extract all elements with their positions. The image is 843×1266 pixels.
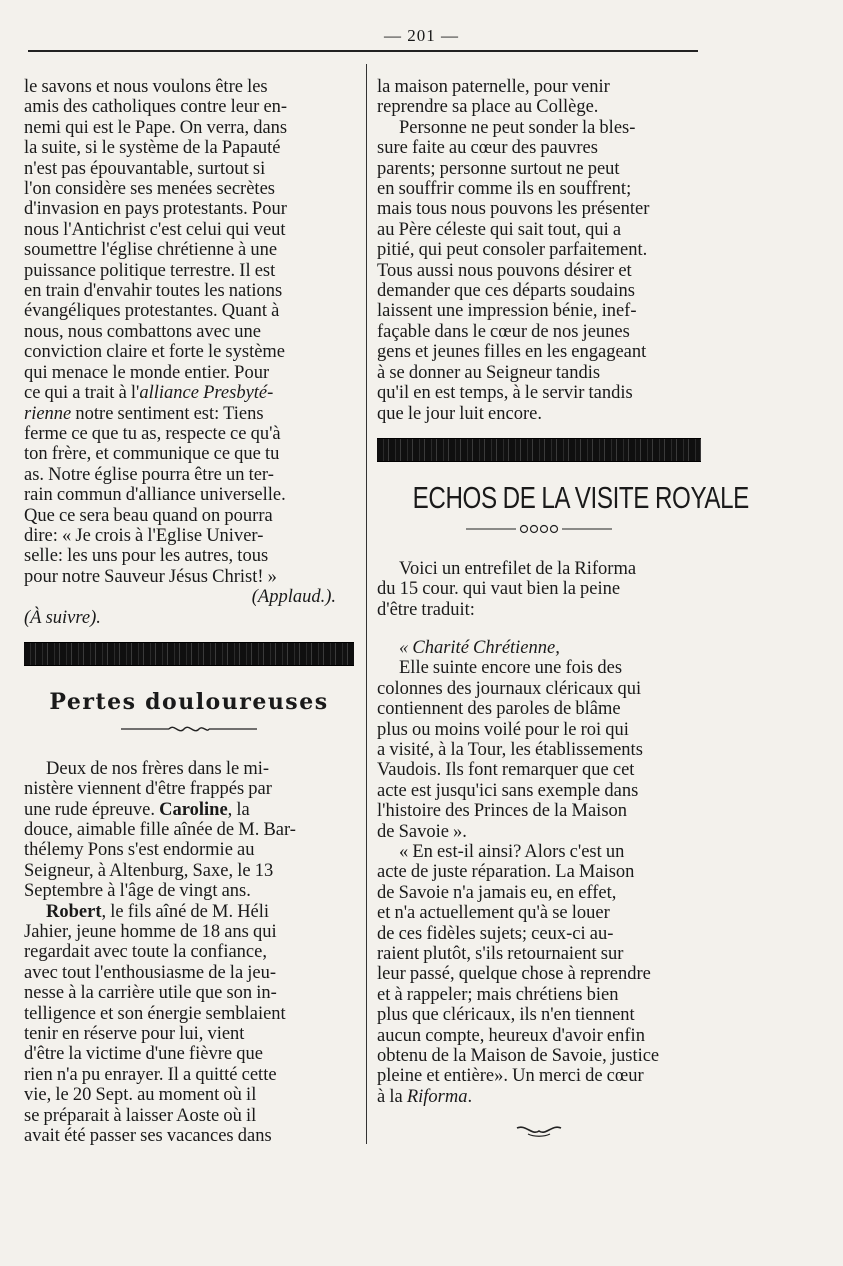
- text-line: avait été passer ses vacances dans: [24, 1126, 272, 1147]
- text-line: de ces fidèles sujets; ceux-ci au-: [377, 923, 614, 944]
- text-line: en train d'envahir toutes les nations: [24, 281, 283, 302]
- echos-quote-1: [377, 658, 701, 842]
- text-line: de Savoie ».: [377, 821, 467, 842]
- text-span: , la: [227, 799, 250, 820]
- text-line: acte est jusqu'ici sans exemple dans: [377, 780, 639, 801]
- text-line: as. Notre église pourra être un ter-: [24, 464, 274, 485]
- spacer: [377, 620, 701, 638]
- name-caroline: Caroline: [159, 799, 228, 820]
- section-title-pertes: Pertes douloureuses: [49, 688, 329, 715]
- left-paragraph-1: [24, 77, 354, 628]
- text-line: et à rappeler; mais chrétiens bien: [377, 984, 619, 1005]
- text-line: colonnes des journaux cléricaux qui: [377, 678, 642, 699]
- text-line: [24, 902, 354, 922]
- text-line: ton frère, et communique ce que tu: [24, 444, 280, 465]
- text-line: [24, 800, 354, 820]
- text-line: rain commun d'alliance universelle.: [24, 485, 286, 506]
- end-flourish-icon: [377, 1123, 701, 1143]
- text-line: nous l'Antichrist c'est celui qui veut: [24, 219, 286, 240]
- left-column: [24, 77, 354, 1147]
- text-line: amis des catholiques contre leur en-: [24, 97, 288, 118]
- text-line: telligence et son énergie semblaient: [24, 1003, 286, 1024]
- ornament-flourish-icon: [377, 520, 701, 540]
- text-line: ferme ce que tu as, respecte ce qu'à: [24, 423, 281, 444]
- text-line: conviction claire et forte le système: [24, 342, 286, 363]
- text-span: notre sentiment est: Tiens: [71, 403, 264, 424]
- text-line: Vaudois. Ils font remarquer que cet: [377, 760, 635, 781]
- text-line: plus que cléricaux, ils n'en tiennent: [377, 1005, 635, 1026]
- text-line: évangéliques protestantes. Quant à: [24, 301, 280, 322]
- text-line: d'invasion en pays protestants. Pour: [24, 199, 287, 220]
- text-line: façable dans le cœur de nos jeunes: [377, 321, 630, 342]
- text-line: contiennent des paroles de blâme: [377, 699, 621, 720]
- text-line: se préparait à laisser Aoste où il: [24, 1105, 257, 1126]
- text-line: nistère viennent d'être frappés par: [24, 779, 272, 800]
- alliance-name: alliance Presbyté-: [139, 383, 274, 404]
- text-line: a visité, à la Tour, les établissements: [377, 739, 643, 760]
- text-line: qui menace le monde entier. Pour: [24, 362, 270, 383]
- text-line: pitié, qui peut consoler parfaitement.: [377, 240, 648, 261]
- text-line: à se donner au Seigneur tandis: [377, 362, 601, 383]
- text-line: de Savoie n'a jamais eu, en effet,: [377, 882, 617, 903]
- text-line: puissance politique terrestre. Il est: [24, 260, 276, 281]
- pertes-paragraph-2: [24, 902, 354, 1147]
- text-line: la maison paternelle, pour venir: [377, 77, 610, 97]
- text-line: demander que ces départs soudains: [377, 281, 635, 302]
- text-line: mais tous nous pouvons les présenter: [377, 199, 650, 220]
- quote-line: dire: « Je crois à l'Eglise Univer-: [24, 525, 264, 546]
- text-line: soumettre l'église chrétienne à une: [24, 240, 278, 261]
- right-paragraph-2: [377, 118, 701, 424]
- text-line: regardait avec toute la confiance,: [24, 942, 267, 963]
- text-line: « En est-il ainsi? Alors c'est un: [399, 842, 625, 862]
- quote-line: selle: les uns pour les autres, tous: [24, 546, 269, 567]
- text-line: Septembre à l'âge de vingt ans.: [24, 881, 251, 902]
- echos-intro: [377, 559, 701, 620]
- text-line: plus ou moins voilé pour le roi qui: [377, 719, 629, 740]
- text-line: Seigneur, à Altenburg, Saxe, le 13: [24, 860, 274, 881]
- section-separator-bar: [24, 642, 354, 666]
- quote-line: pour notre Sauveur Jésus Christ! »: [24, 566, 277, 587]
- text-span: une rude épreuve.: [24, 799, 160, 820]
- text-line: nemi qui est le Pape. On verra, dans: [24, 117, 288, 138]
- column-divider: [366, 64, 367, 1144]
- section-title-echos: ECHOS DE LA VISITE ROYALE: [412, 479, 749, 515]
- text-line: et n'a actuellement qu'à se louer: [377, 903, 610, 924]
- text-line: pleine et entière». Un merci de cœur: [377, 1066, 644, 1087]
- text-line: tenir en réserve pour lui, vient: [24, 1024, 245, 1045]
- alliance-name-cont: rienne: [24, 403, 72, 424]
- text-line: au Père céleste qui sait tout, qui a: [377, 219, 622, 240]
- text-line: thélemy Pons s'est endormie au: [24, 840, 255, 861]
- text-line: reprendre sa place au Collège.: [377, 97, 599, 118]
- right-column: [377, 77, 749, 1162]
- text-line: en souffrir comme ils en souffrent;: [377, 179, 632, 200]
- text-line: [24, 383, 354, 403]
- text-line: Que ce sera beau quand on pourra: [24, 505, 273, 526]
- text-line: nesse à la carrière utile que son in-: [24, 983, 277, 1004]
- text-line: d'être traduit:: [377, 599, 475, 620]
- text-line: l'on considère ses menées secrètes: [24, 179, 275, 200]
- text-line: obtenu de la Maison de Savoie, justice: [377, 1046, 660, 1067]
- text-line: le savons et nous voulons être les: [24, 77, 268, 97]
- text-line: gens et jeunes filles en les engageant: [377, 342, 647, 363]
- text-line: [24, 404, 354, 424]
- text-line: rien n'a pu enrayer. Il a quitté cette: [24, 1064, 277, 1085]
- text-line: leur passé, quelque chose à reprendre: [377, 964, 651, 985]
- name-robert: Robert: [46, 901, 102, 922]
- applause-note: (Applaud.).: [251, 587, 336, 608]
- text-line: Voici un entrefilet de la Riforma: [399, 558, 637, 579]
- quote-title: « Charité Chrétienne,: [399, 637, 560, 658]
- text-line: sure faite au cœur des pauvres: [377, 138, 598, 159]
- text-line: qu'il en est temps, à le servir tandis: [377, 383, 633, 404]
- text-line: douce, aimable fille aînée de M. Bar-: [24, 820, 296, 840]
- text-span: , le fils aîné de M. Héli: [101, 901, 270, 922]
- text-line: Deux de nos frères dans le mi-: [46, 758, 270, 779]
- right-paragraph-1: [377, 77, 701, 118]
- text-line: que le jour luit encore.: [377, 403, 542, 424]
- text-line: parents; personne surtout ne peut: [377, 158, 620, 179]
- text-span: ce qui a trait à l': [24, 383, 140, 404]
- pertes-paragraph-1: [24, 759, 354, 902]
- text-line: vie, le 20 Sept. au moment où il: [24, 1085, 257, 1106]
- text-line: Elle suinte encore une fois des: [399, 658, 623, 679]
- text-line: avec tout l'enthousiasme de la jeu-: [24, 962, 277, 983]
- text-line: [377, 1087, 701, 1107]
- text-line: acte de juste réparation. La Maison: [377, 862, 635, 883]
- page-number: — 201 —: [384, 26, 459, 45]
- text-line: du 15 cour. qui vaut bien la peine: [377, 579, 621, 600]
- to-follow-note: (À suivre).: [24, 607, 101, 628]
- text-span: à la: [377, 1086, 407, 1107]
- text-line: la suite, si le système de la Papauté: [24, 138, 281, 159]
- text-line: d'être la victime d'une fièvre que: [24, 1044, 263, 1065]
- text-line: Tous aussi nous pouvons désirer et: [377, 260, 632, 281]
- text-line: aucun compte, heureux d'avoir enfin: [377, 1025, 645, 1046]
- text-line: nous, nous combattons avec une: [24, 321, 261, 342]
- text-line: n'est pas épouvantable, surtout si: [24, 158, 266, 179]
- ornament-flourish-icon: [24, 720, 354, 740]
- echos-quote-2: [377, 842, 701, 1107]
- text-span: .: [467, 1086, 473, 1107]
- text-line: Jahier, jeune homme de 18 ans qui: [24, 922, 277, 943]
- header-rule: [28, 50, 698, 52]
- text-line: raient plutôt, s'ils retournaient sur: [377, 944, 624, 965]
- text-line: laissent une impression bénie, inef-: [377, 301, 637, 322]
- riforma-name: Riforma: [406, 1086, 468, 1107]
- text-line: l'histoire des Princes de la Maison: [377, 801, 628, 822]
- section-separator-bar: [377, 438, 701, 462]
- text-line: Personne ne peut sonder la bles-: [399, 117, 636, 138]
